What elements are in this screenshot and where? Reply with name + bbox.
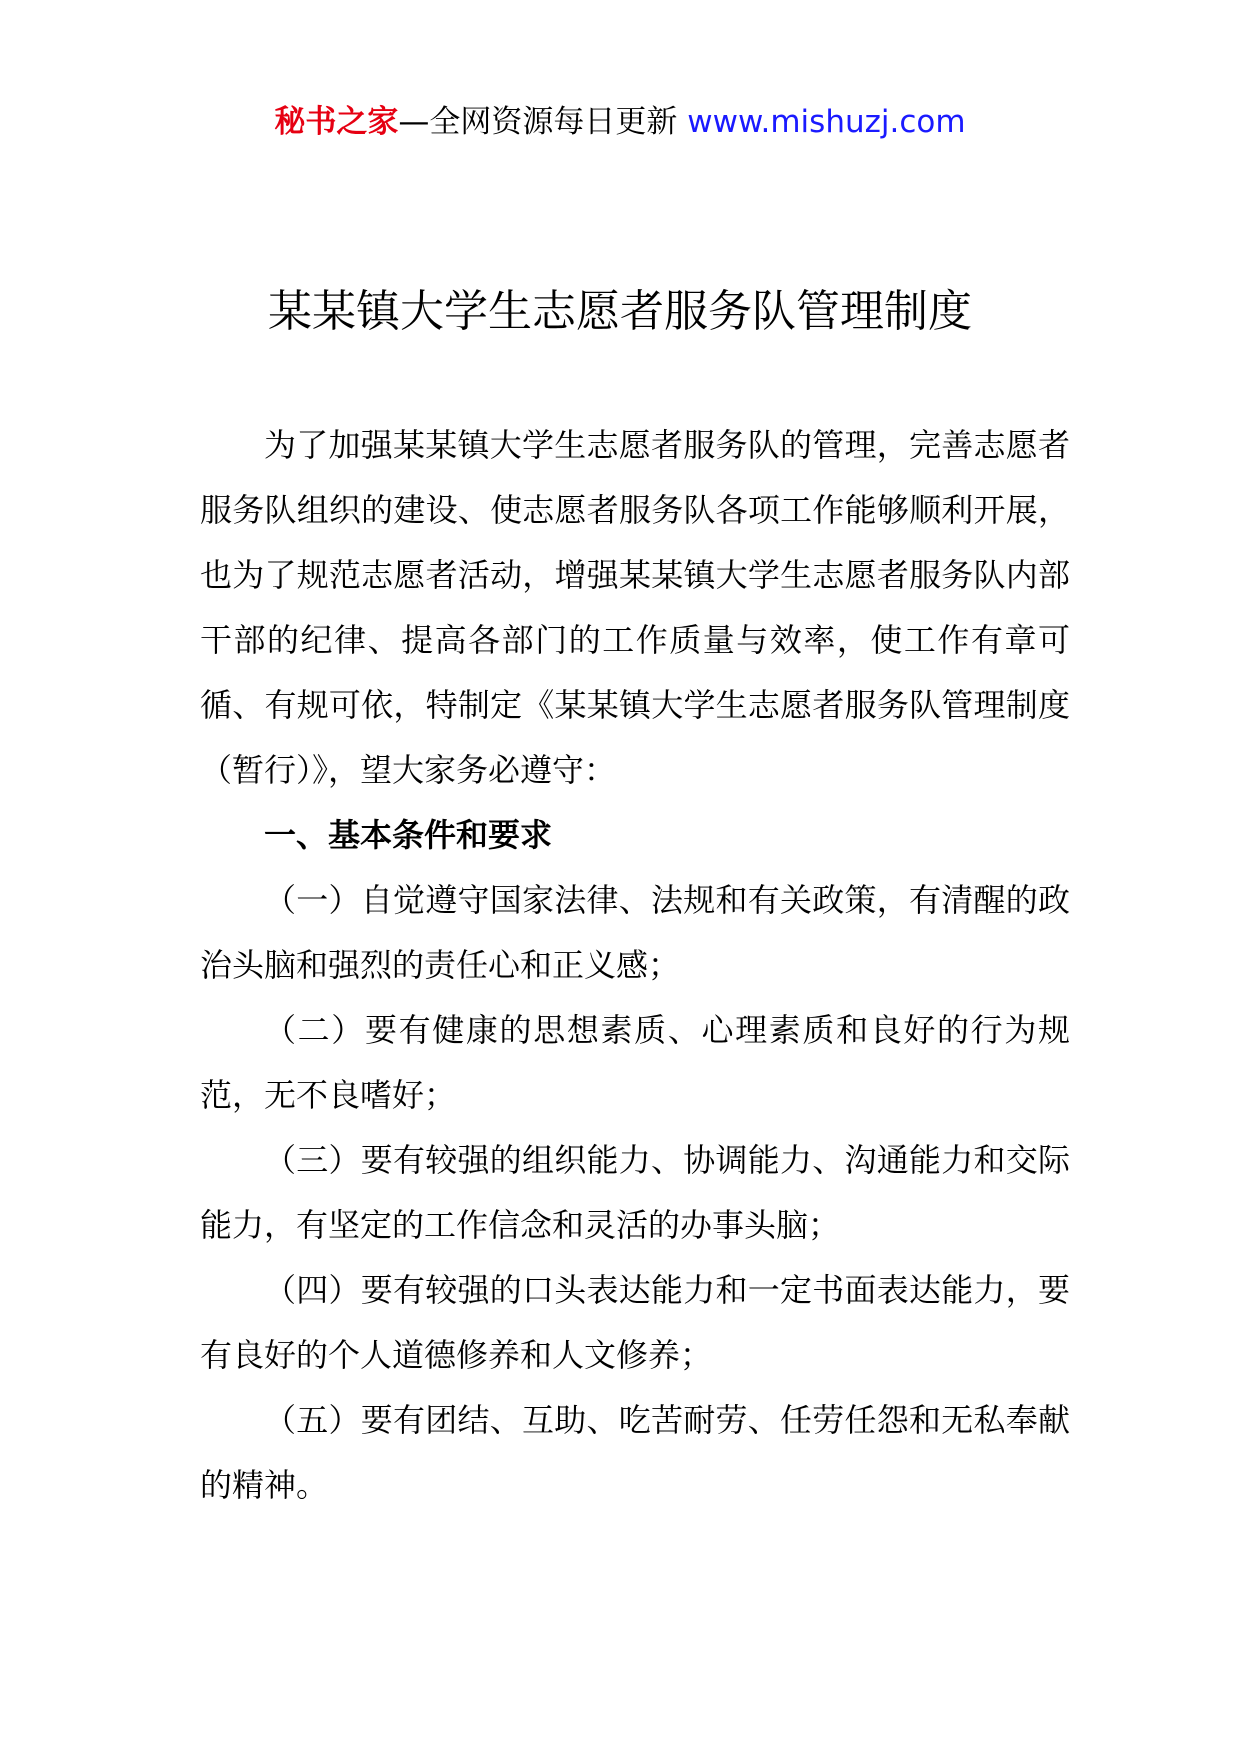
- list-item: （三）要有较强的组织能力、协调能力、沟通能力和交际能力，有坚定的工作信念和灵活的办事头脑；: [200, 1141, 1070, 1244]
- document-title: 某某镇大学生志愿者服务队管理制度: [268, 286, 972, 337]
- list-item: （四）要有较强的口头表达能力和一定书面表达能力，要有良好的个人道德修养和人文修养；: [200, 1271, 1070, 1374]
- page-header: [0, 100, 1240, 144]
- brand-name: 秘书之家: [274, 104, 399, 140]
- header-slogan: —全网资源每日更新: [398, 104, 688, 140]
- list-item: （五）要有团结、互助、吃苦耐劳、任劳任怨和无私奉献的精神。: [200, 1401, 1070, 1504]
- list-item: （二）要有健康的思想素质、心理素质和良好的行为规范，无不良嗜好；: [200, 1011, 1070, 1114]
- list-item: （一）自觉遵守国家法律、法规和有关政策，有清醒的政治头脑和强烈的责任心和正义感；: [200, 881, 1070, 984]
- section-heading: 一、基本条件和要求: [264, 816, 553, 854]
- intro-paragraph: 为了加强某某镇大学生志愿者服务队的管理，完善志愿者服务队组织的建设、使志愿者服务队各项工作能够顺利开展，也为了规范志愿者活动，增强某某镇大学生志愿者服务队内部干部的纪律、提高各部门的工作质量与效率，使工作有章可循、有规可依，特制定《某某镇大学生志愿者服务队管理制度（暂行）》，望大家务必遵守：: [200, 426, 1070, 789]
- site-url-link[interactable]: www.mishuzj.com: [687, 104, 966, 140]
- document-body: [200, 413, 1070, 1518]
